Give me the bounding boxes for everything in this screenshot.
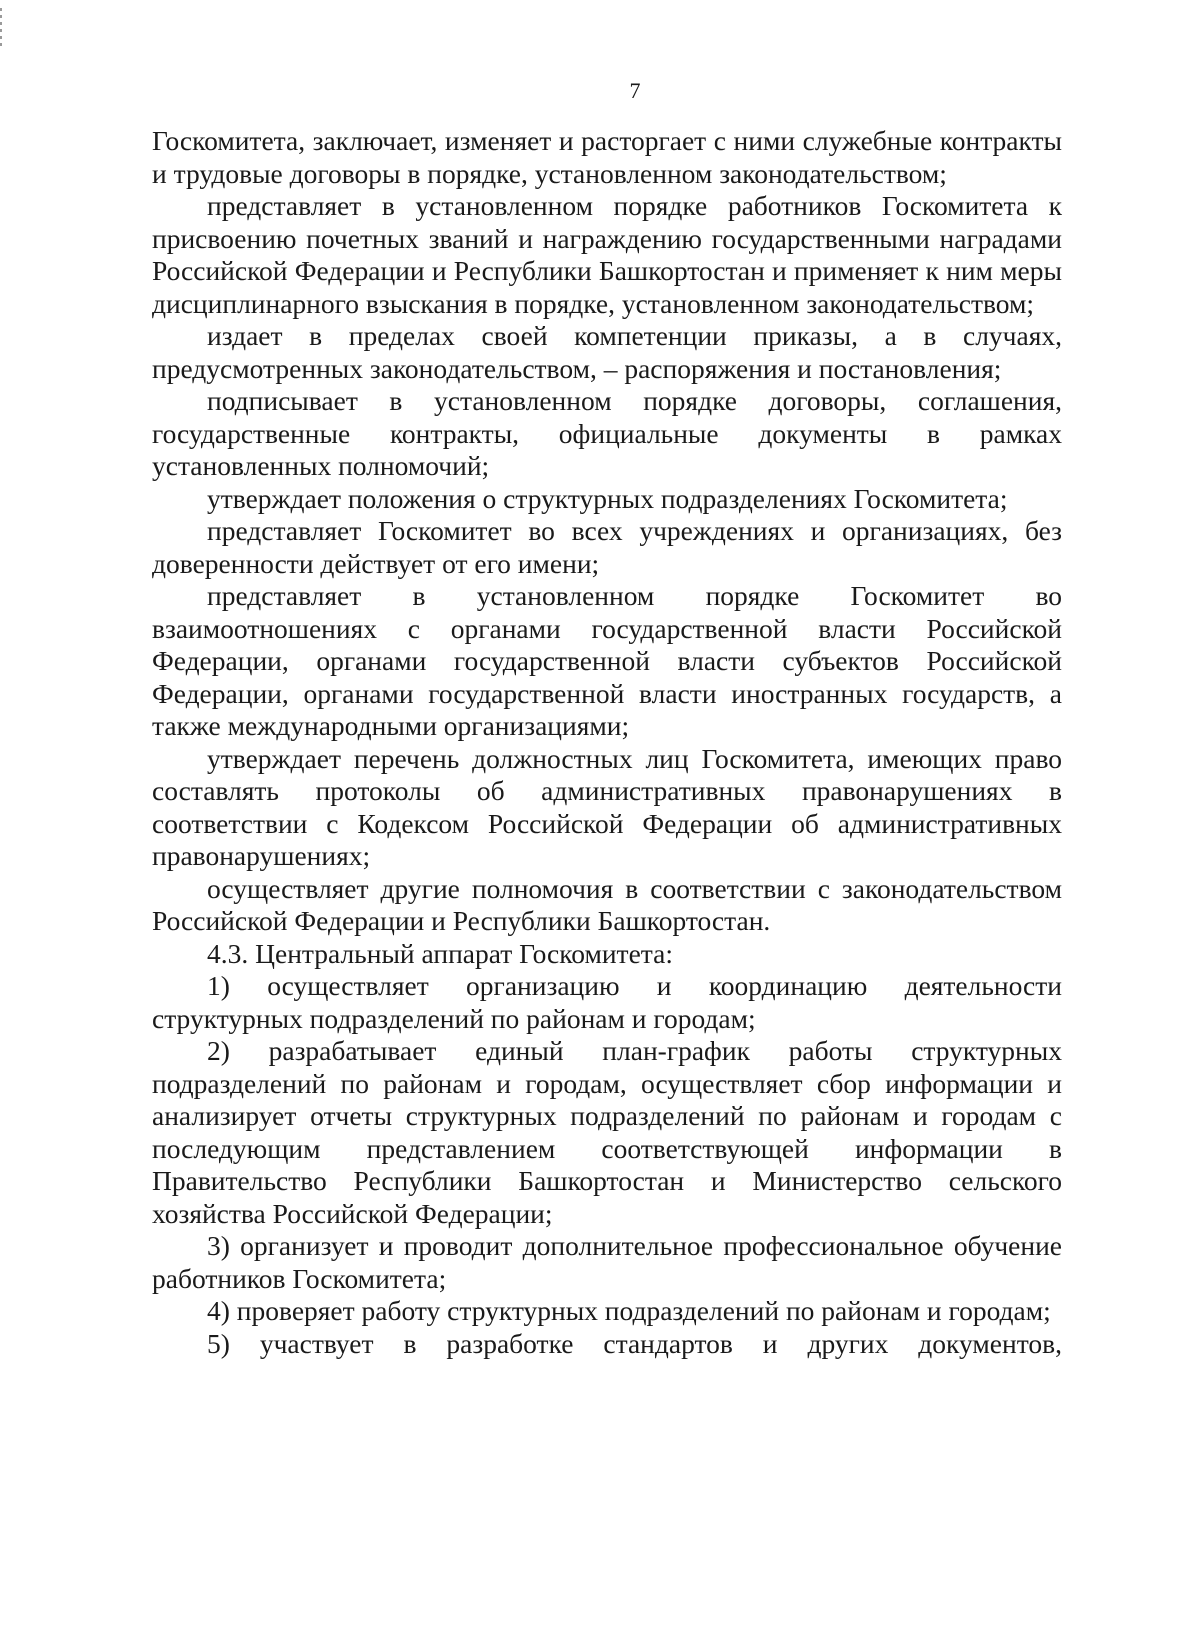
paragraph-relations: представляет в установленном порядке Госкомитет во взаимоотношениях с органами государственной власти Российской Федерации, органами государственной власти субъектов Российской Федерации, органами государственной власти иностранных государств, а также международными организациями;	[152, 580, 1062, 741]
paragraph-other-powers: осуществляет другие полномочия в соответствии с законодательством Российской Федерации и Республики Башкортостан.	[152, 872, 1062, 936]
list-item-4: 4) проверяет работу структурных подразделений по районам и городам;	[207, 1295, 1051, 1326]
document-body	[152, 125, 1062, 1360]
paragraph-representation: представляет Госкомитет во всех учреждениях и организациях, без доверенности действует от его имени;	[152, 515, 1062, 579]
list-item-2: 2) разрабатывает единый план-график работы структурных подразделений по районам и городам, осуществляет сбор информации и анализирует отчеты структурных подразделений по районам и городам с последующим представлением соответствующей информации в Правительство Республики Башкортостан и Министерство сельского хозяйства Российской Федерации;	[152, 1035, 1062, 1229]
page-number: 7	[629, 78, 641, 103]
paragraph-continuation: Госкомитета, заключает, изменяет и расторгает с ними служебные контракты и трудовые договоры в порядке, установленном законодательством;	[152, 125, 1062, 189]
paragraph-orders: издает в пределах своей компетенции приказы, а в случаях, предусмотренных законодательством, – распоряжения и постановления;	[152, 320, 1062, 384]
list-item-1: 1) осуществляет организацию и координацию деятельности структурных подразделений по районам и городам;	[152, 970, 1062, 1034]
scan-edge-mark	[0, 8, 2, 50]
paragraph-regulations: утверждает положения о структурных подразделениях Госкомитета;	[207, 482, 1008, 514]
paragraph-contracts: подписывает в установленном порядке договоры, соглашения, государственные контракты, официальные документы в рамках установленных полномочий;	[152, 385, 1062, 481]
section-heading-4-3: 4.3. Центральный аппарат Госкомитета:	[207, 937, 673, 969]
list-item-3: 3) организует и проводит дополнительное профессиональное обучение работников Госкомитета;	[152, 1230, 1062, 1294]
paragraph-awards: представляет в установленном порядке работников Госкомитета к присвоению почетных званий и награждению государственными наградами Российской Федерации и Республики Башкортостан и применяет к ним меры дисциплинарного взыскания в порядке, установленном законодательством;	[152, 190, 1062, 319]
list-item-5: 5) участвует в разработке стандартов и других документов,	[207, 1327, 1062, 1359]
paragraph-officials-list: утверждает перечень должностных лиц Госкомитета, имеющих право составлять протоколы об административных правонарушениях в соответствии с Кодексом Российской Федерации об административных правонарушениях;	[152, 742, 1062, 871]
